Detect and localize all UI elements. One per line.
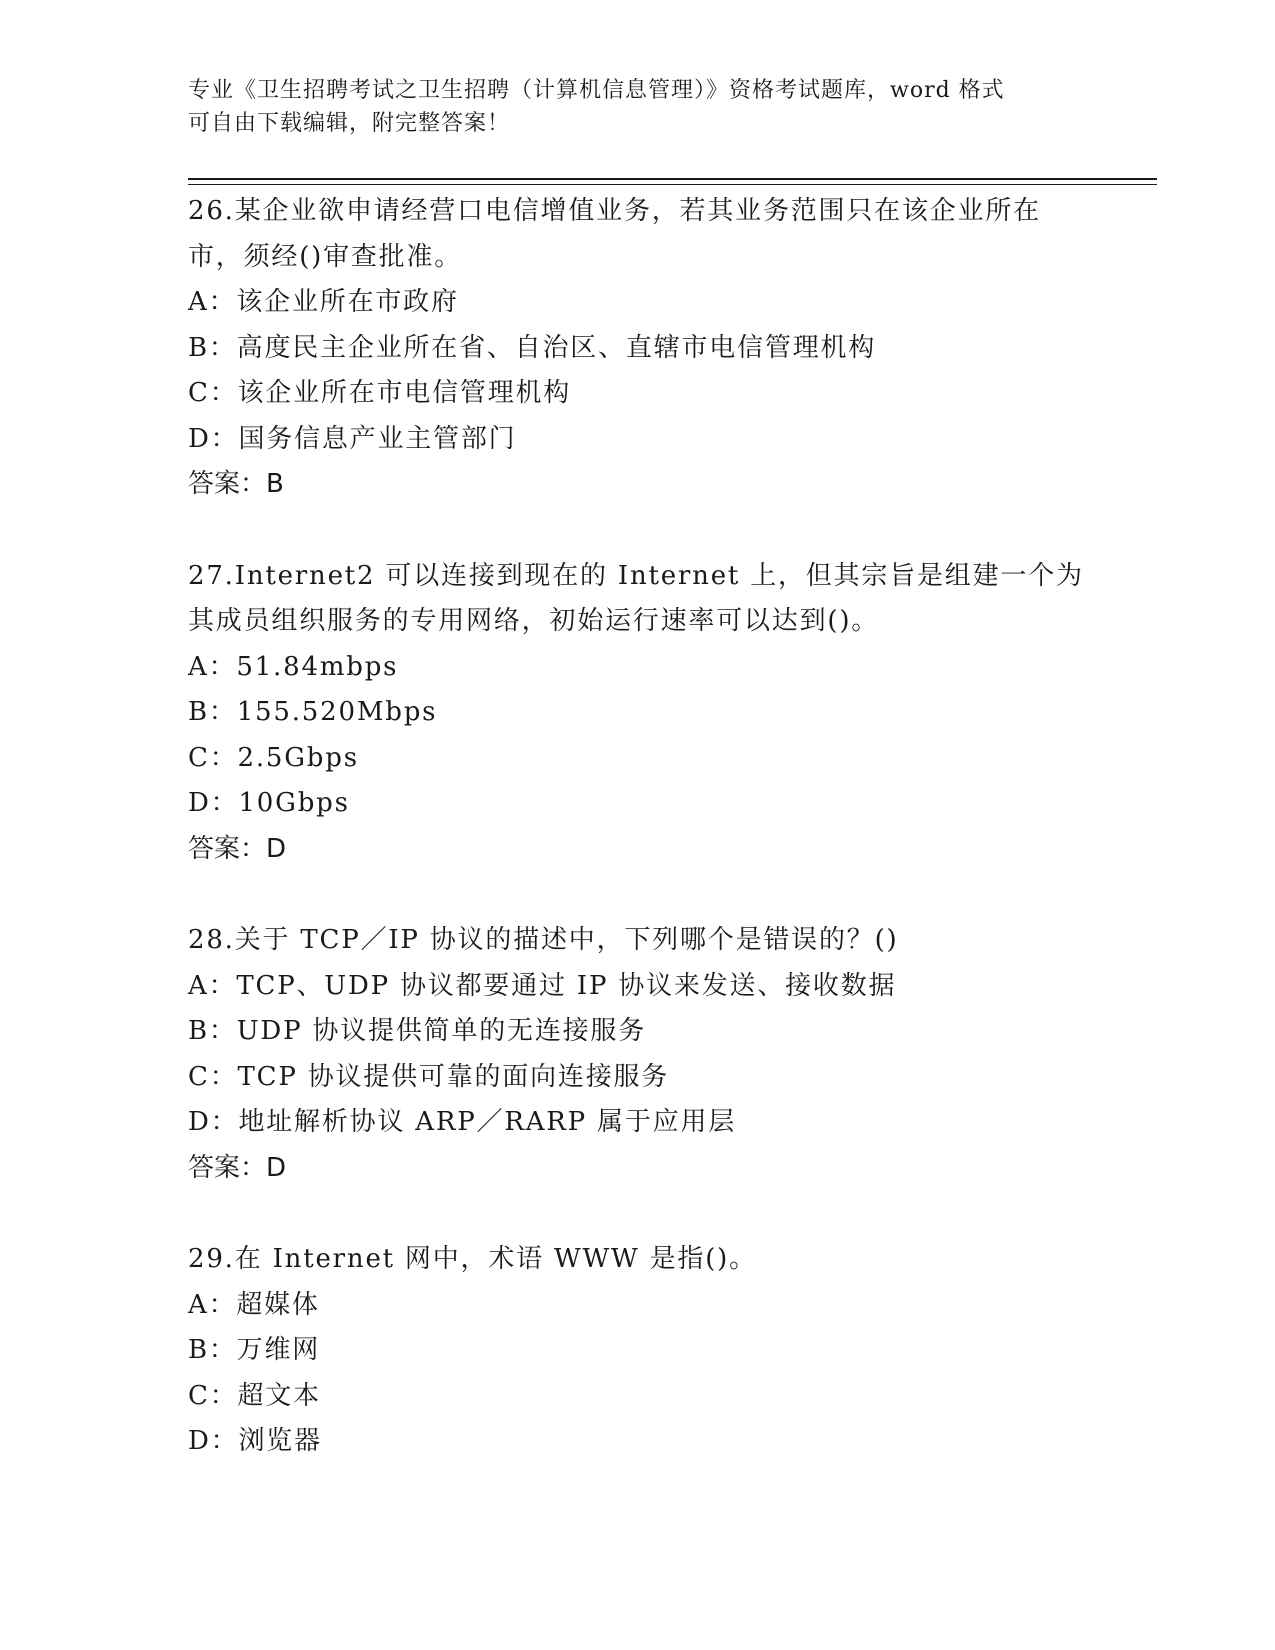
question-stem: 29.在 Internet 网中，术语 WWW 是指()。 <box>188 1244 757 1274</box>
question-stem: 27.Internet2 可以连接到现在的 Internet 上，但其宗旨是组建一个为 <box>188 560 1084 591</box>
header-divider-thick <box>188 178 1157 180</box>
question-26 <box>188 189 1128 508</box>
option-b: B：155.520Mbps <box>188 697 438 727</box>
option-d: D：地址解析协议 ARP／RARP 属于应用层 <box>188 1107 737 1137</box>
header-line-1: 专业《卫生招聘考试之卫生招聘（计算机信息管理）》资格考试题库，word 格式 <box>188 78 1005 103</box>
option-d: D：10Gbps <box>188 788 350 818</box>
answer-label: 答案：D <box>188 1152 287 1183</box>
question-27 <box>188 554 1128 873</box>
document-header <box>188 74 1088 140</box>
header-divider-thin <box>188 184 1157 185</box>
question-stem: 26.某企业欲申请经营口电信增值业务，若其业务范围只在该企业所在 <box>188 196 1041 226</box>
option-a: A：超媒体 <box>188 1289 320 1320</box>
answer-label: 答案：D <box>188 833 287 864</box>
option-d: D：浏览器 <box>188 1426 322 1456</box>
option-a: A：该企业所在市政府 <box>188 287 459 317</box>
option-c: C：超文本 <box>188 1380 321 1411</box>
header-line-2: 可自由下载编辑，附完整答案！ <box>188 111 511 136</box>
option-c: C：2.5Gbps <box>188 742 359 773</box>
option-b: B：万维网 <box>188 1335 321 1365</box>
question-stem: 28.关于 TCP／IP 协议的描述中，下列哪个是错误的？() <box>188 925 899 955</box>
answer-label: 答案：B <box>188 469 284 499</box>
option-b: B：高度民主企业所在省、自治区、直辖市电信管理机构 <box>188 332 877 363</box>
option-c: C：TCP 协议提供可靠的面向连接服务 <box>188 1061 670 1092</box>
question-stem: 其成员组织服务的专用网络，初始运行速率可以达到()。 <box>188 606 880 636</box>
option-a: A：51.84mbps <box>188 651 399 682</box>
option-b: B：UDP 协议提供简单的无连接服务 <box>188 1016 647 1046</box>
option-a: A：TCP、UDP 协议都要通过 IP 协议来发送、接收数据 <box>188 970 897 1001</box>
question-29 <box>188 1237 1128 1465</box>
question-list <box>188 189 1128 1511</box>
question-28 <box>188 918 1128 1191</box>
question-stem: 市，须经()审查批准。 <box>188 241 463 272</box>
option-d: D：国务信息产业主管部门 <box>188 423 517 454</box>
option-c: C：该企业所在市电信管理机构 <box>188 378 572 408</box>
